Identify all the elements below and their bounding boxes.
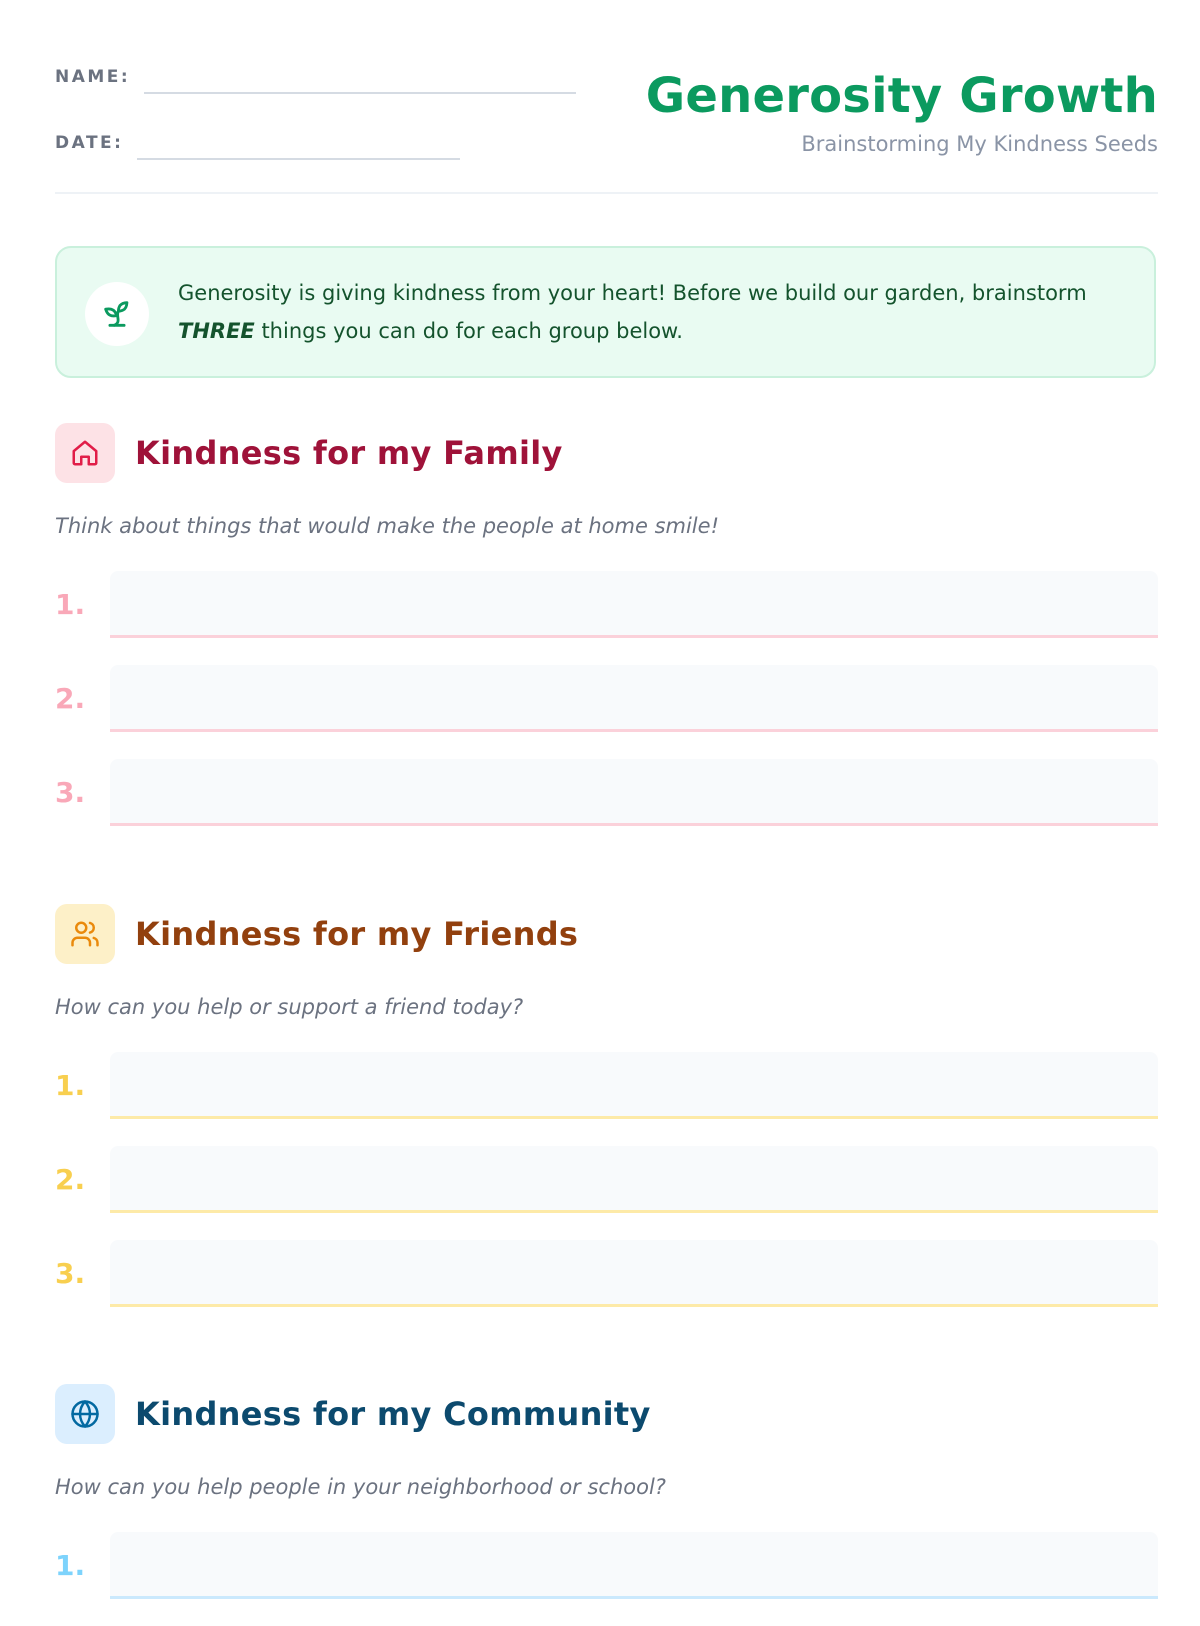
answer-row xyxy=(55,1240,1158,1307)
name-field-row xyxy=(55,62,576,88)
answer-number: 1. xyxy=(55,1069,86,1102)
answer-input[interactable] xyxy=(110,1146,1158,1213)
name-label: NAME: xyxy=(55,67,131,87)
section-title: Kindness for my Friends xyxy=(135,915,579,953)
date-input-line[interactable] xyxy=(137,128,460,160)
answer-input[interactable] xyxy=(110,1052,1158,1119)
users-icon xyxy=(55,904,115,964)
answer-row xyxy=(55,759,1158,826)
section-header xyxy=(55,904,1158,964)
answer-row xyxy=(55,1052,1158,1119)
intro-callout xyxy=(55,246,1156,378)
worksheet-page xyxy=(55,0,1158,1582)
intro-text xyxy=(178,274,1108,350)
date-field-row xyxy=(55,128,460,154)
answer-row xyxy=(55,665,1158,732)
answer-number: 1. xyxy=(55,588,86,621)
intro-emphasis: THREE xyxy=(178,319,255,343)
answer-number: 2. xyxy=(55,682,86,715)
section-title: Kindness for my Community xyxy=(135,1395,651,1433)
title-block xyxy=(646,66,1158,160)
page-title: Generosity Growth xyxy=(645,68,1158,124)
answer-number: 3. xyxy=(55,1257,86,1290)
answer-list xyxy=(55,1052,1158,1307)
intro-text-end: things you can do for each group below. xyxy=(254,319,683,343)
intro-text-start: Generosity is giving kindness from your heart! Before we build our garden, brainstorm xyxy=(178,281,1087,305)
section-header xyxy=(55,423,1158,483)
family-section xyxy=(55,423,1158,853)
answer-input[interactable] xyxy=(110,1532,1158,1599)
home-icon xyxy=(55,423,115,483)
answer-number: 3. xyxy=(55,776,86,809)
answer-row xyxy=(55,1532,1158,1599)
date-label: DATE: xyxy=(55,133,124,153)
answer-input[interactable] xyxy=(110,571,1158,638)
answer-input[interactable] xyxy=(110,665,1158,732)
section-prompt: How can you help or support a friend today? xyxy=(55,995,524,1019)
answer-row xyxy=(55,1146,1158,1213)
answer-number: 1. xyxy=(55,1549,86,1582)
section-header xyxy=(55,1384,1158,1444)
worksheet-header xyxy=(55,0,1158,194)
answer-input[interactable] xyxy=(110,1240,1158,1307)
section-prompt: Think about things that would make the people at home smile! xyxy=(55,514,719,538)
answer-list xyxy=(55,1532,1158,1599)
answer-number: 2. xyxy=(55,1163,86,1196)
community-section xyxy=(55,1384,1158,1626)
section-title: Kindness for my Family xyxy=(135,434,563,472)
name-input-line[interactable] xyxy=(144,62,576,94)
answer-list xyxy=(55,571,1158,826)
answer-row xyxy=(55,571,1158,638)
friends-section xyxy=(55,904,1158,1334)
page-subtitle: Brainstorming My Kindness Seeds xyxy=(801,132,1158,156)
answer-input[interactable] xyxy=(110,759,1158,826)
sprout-icon xyxy=(85,282,149,346)
globe-icon xyxy=(55,1384,115,1444)
section-prompt: How can you help people in your neighborhood or school? xyxy=(55,1475,666,1499)
